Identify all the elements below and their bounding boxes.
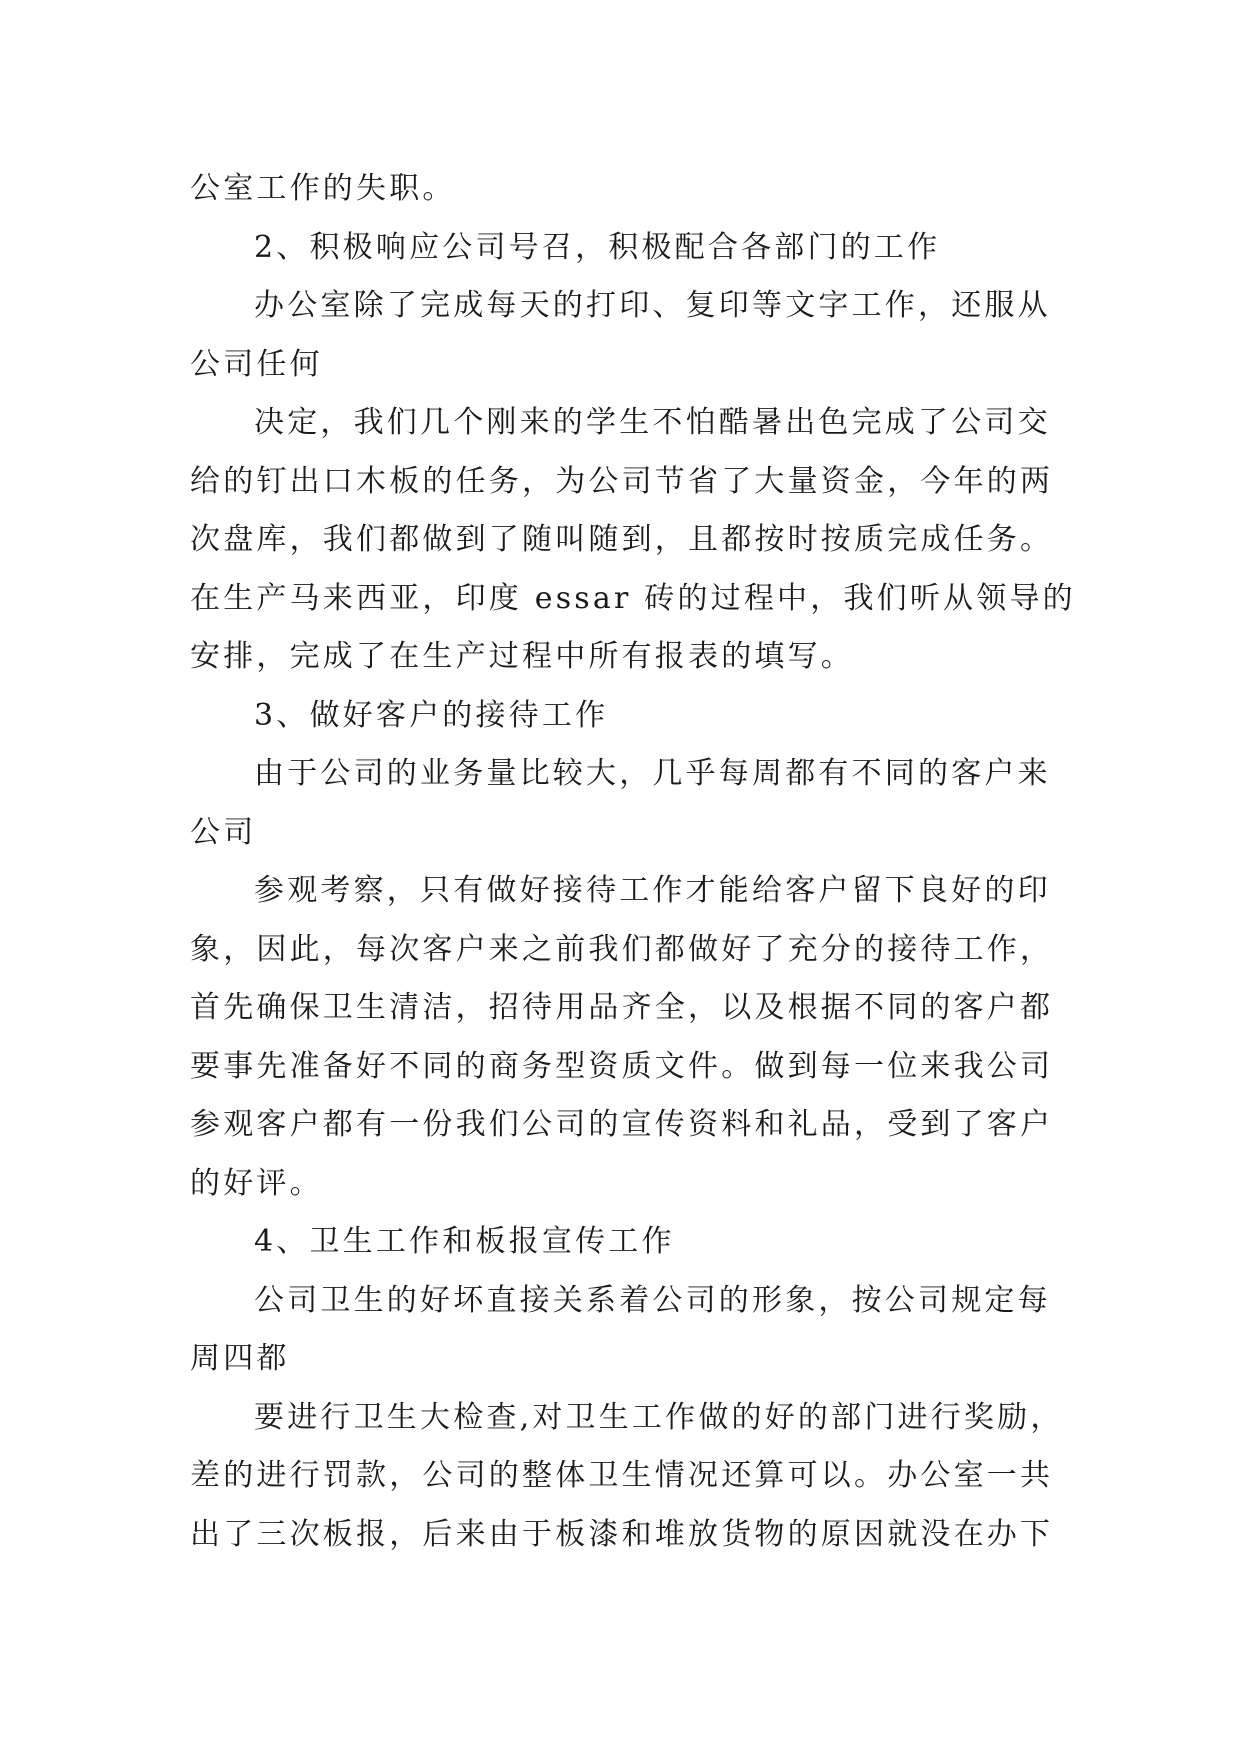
text-line: 周四都 <box>190 1341 290 1376</box>
text-line: 差的进行罚款，公司的整体卫生情况还算可以。办公室一共 <box>190 1458 1054 1493</box>
text-line: 要进行卫生大检查,对卫生工作做的好的部门进行奖励， <box>254 1399 1064 1435</box>
text-line: 象，因此，每次客户来之前我们都做好了充分的接待工作， <box>190 931 1054 967</box>
text-line: 公司任何 <box>190 346 323 382</box>
text-line: 在生产马来西亚，印度 essar 砖的过程中，我们听从领导的 <box>190 580 1076 616</box>
text-line: 的好评。 <box>190 1165 323 1201</box>
text-line: 出了三次板报，后来由于板漆和堆放货物的原因就没在办下 <box>190 1516 1054 1552</box>
text-line: 4、卫生工作和板报宣传工作 <box>254 1224 675 1259</box>
text-line: 由于公司的业务量比较大，几乎每周都有不同的客户来 <box>254 756 1051 791</box>
text-line: 要事先准备好不同的商务型资质文件。做到每一位来我公司 <box>190 1048 1054 1084</box>
document-body <box>190 160 1076 1564</box>
text-line: 参观考察，只有做好接待工作才能给客户留下良好的印 <box>254 873 1051 908</box>
text-line: 参观客户都有一份我们公司的宣传资料和礼品，受到了客户 <box>190 1107 1054 1142</box>
text-line: 公司卫生的好坏直接关系着公司的形象，按公司规定每 <box>254 1282 1051 1318</box>
text-line: 2、积极响应公司号召，积极配合各部门的工作 <box>254 229 941 265</box>
text-line: 安排，完成了在生产过程中所有报表的填写。 <box>190 639 854 674</box>
text-line: 给的钉出口木板的任务，为公司节省了大量资金，今年的两 <box>190 463 1054 499</box>
text-line: 公室工作的失职。 <box>190 171 456 206</box>
text-line: 公司 <box>190 814 257 850</box>
text-line: 决定，我们几个刚来的学生不怕酷暑出色完成了公司交 <box>254 405 1051 440</box>
text-line: 次盘库，我们都做到了随叫随到，且都按时按质完成任务。 <box>190 522 1054 557</box>
text-line: 3、做好客户的接待工作 <box>254 697 609 733</box>
text-line: 办公室除了完成每天的打印、复印等文字工作，还服从 <box>254 288 1051 323</box>
text-line: 首先确保卫生清洁，招待用品齐全，以及根据不同的客户都 <box>190 990 1054 1025</box>
